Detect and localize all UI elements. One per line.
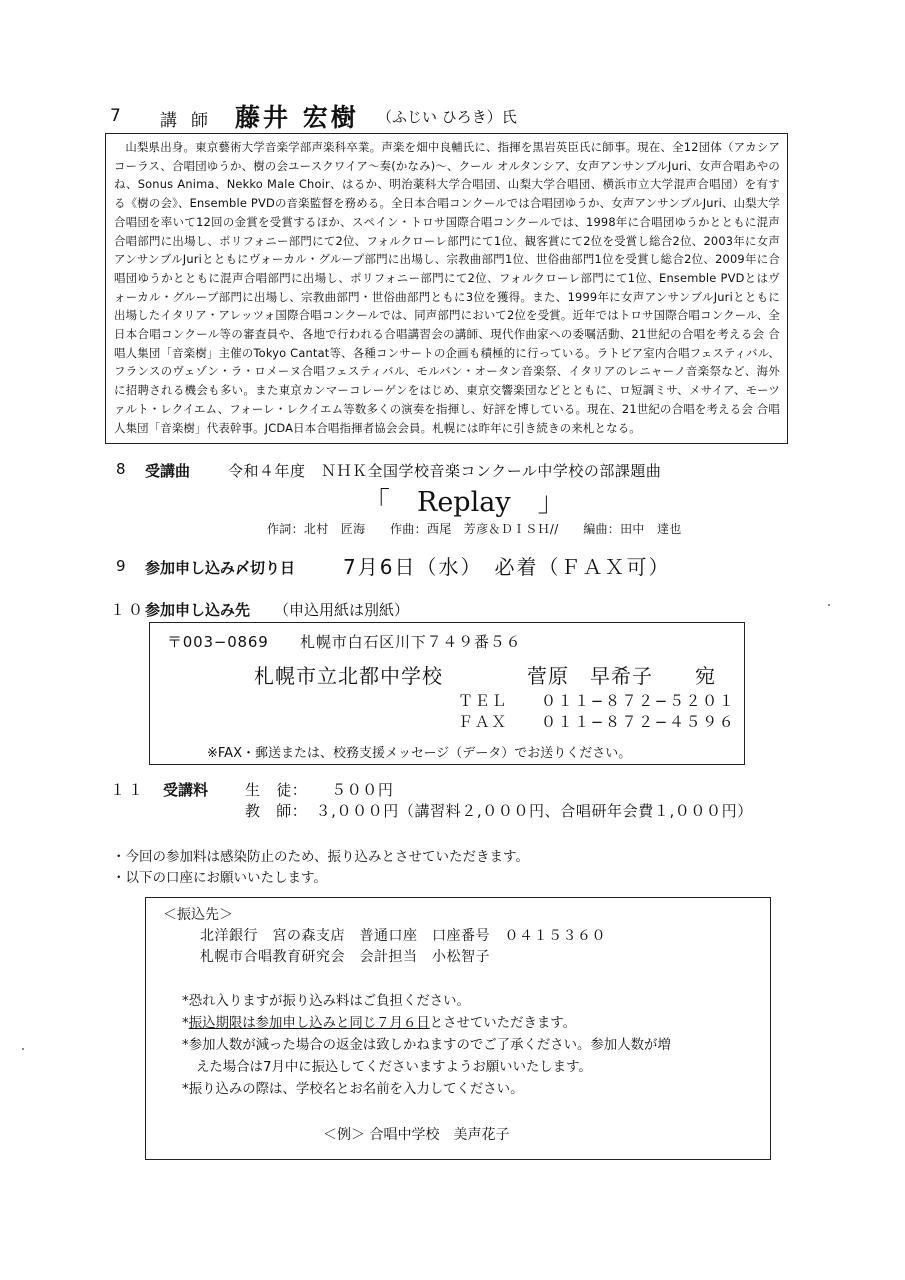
section10-number: １０ (110, 601, 147, 619)
fax-number: ＦＡＸ ０１１−８７２−４５９６ (458, 713, 736, 731)
section7-label: 講師 (160, 111, 222, 131)
transfer-fee-note: *恐れ入りますが振り込み料はご負担ください。 (182, 994, 470, 1009)
postal-address: 〒003−0869 札幌市白石区川下７４９番５６ (167, 633, 522, 651)
transfer-example: ＜例＞ 合唱中学校 美声花子 (323, 1127, 510, 1143)
transfer-name-note: *振り込みの際は、学校名とお名前を入力してください。 (182, 1082, 524, 1097)
section10-note: （申込用紙は別紙） (274, 601, 410, 619)
section9-number: 9 (116, 557, 126, 575)
refund-note-line2: えた場合は7月中に振込してくださいますようお願いいたします。 (196, 1060, 592, 1075)
piece-title: 「 Replay 」 (363, 487, 565, 518)
lecturer-bio-text: 山梨県出身。東京藝術大学音楽学部声楽科卒業。声楽を畑中良輔氏に、指揮を黒岩英臣氏に師事。現在、全12団体（アカシアコーラス、合唱団ゆうか、樹の会ユースクワイア～奏(かなみ)～、クール オルタンシア、女声アンサンブルJuri、女声合唱あやのね、Sonus Anima、Nekko Male Choir、はるか、明治薬科大学合唱団、山梨大学合唱団、横浜市立大学混声合唱団）を有する《樹の会》、Ensemble PVDの音楽監督を務める。全日本合唱コンクールでは合唱団ゆうか、女声アンサンブルJuri、山梨大学合唱団を率いて12回の金賞を受賞するほか、スペイン・トロサ国際合唱コンクールでは、1998年に合唱団ゆうかとともに混声合唱部門に出場し、ポリフォニー部門にて2位、フォルクローレ部門にて1位、観客賞にて2位を受賞し総合2位、2003年に女声アンサンブルJuriとともにヴォーカル・グループ部門に出場し、宗教曲部門1位、世俗曲部門1位を受賞し総合2位、2009年に合唱団ゆうかとともに混声合唱部門に出場し、ポリフォニー部門にて2位、フォルクローレ部門にて1位、Ensemble PVDとはヴォーカル・グループ部門に出場し、宗教曲部門・世俗曲部門ともに3位を獲得。また、1999年に女声アンサンブルJuriとともに出場したイタリア・アレッツォ国際合唱コンクールでは、同声部門において2位を受賞。近年ではトロサ国際合唱コンクール、全日本合唱コンクール等の審査員や、各地で行われる合唱講習会の講師、現代作曲家への委嘱活動、21世紀の合唱を考える会 合唱人集団「音楽樹」主催のTokyo Cantat等、各種コンサートの企画も積極的に行っている。ラトビア室内合唱フェスティバル、フランスのヴェゾン・ラ・ロメーヌ合唱フェスティバル、モルバン・オータン音楽祭、イタリアのレニャーノ音楽祭など、海外に招聘される機会も多い。また東京カンマーコレーゲンをはじめ、東京交響楽団などとともに、ロ短調ミサ、メサイア、モーツァルト・レクイエム、フォーレ・レクイエム等数多くの演奏を指揮し、好評を博している。現在、21世紀の合唱を考える会 合唱人集団「音楽樹」代表幹事。JCDA日本合唱指揮者協会会員。札幌には昨年に引き続きの来札となる。 (114, 140, 780, 435)
deadline-date: 7月6日（水） 必着（ＦＡＸ可） (343, 555, 671, 579)
refund-note-line1: *参加人数が減った場合の返金は致しかねますのでご了承ください。参加人数が増 (182, 1038, 671, 1053)
telephone-number: ＴＥＬ ０１１−８７２−５２０１ (458, 692, 736, 710)
section9-label: 参加申し込み〆切り日 (145, 559, 296, 577)
section10-label: 参加申し込み先 (145, 601, 251, 619)
submission-note: ※FAX・郵送または、校務支援メッセージ（データ）でお送りください。 (207, 746, 632, 761)
section11-number: １１ (110, 781, 147, 799)
deadline-suffix: とさせていただきます。 (429, 1016, 576, 1031)
account-holder: 札幌市合唱教育研究会 会計担当 小松智子 (200, 949, 490, 965)
bank-account: 北洋銀行 宮の森支店 普通口座 口座番号 ０４１５３６０ (200, 928, 606, 944)
payment-note-1: ・今回の参加料は感染防止のため、振り込みとさせていただきます。 (112, 849, 529, 865)
scan-speck (828, 604, 830, 606)
transfer-deadline-note (182, 1012, 576, 1031)
section8-label: 受講曲 (145, 462, 191, 480)
scan-speck (22, 1048, 24, 1050)
section8-number: 8 (116, 460, 126, 478)
piece-credits: 作詞：北村 匠海 作曲：西尾 芳彦＆ＤＩＳＨ// 編曲：田中 達也 (267, 522, 682, 536)
section11-label: 受講料 (163, 781, 209, 799)
deadline-underlined: 振込期限は参加申し込みと同じ７月６日 (188, 1016, 430, 1031)
student-fee: 生 徒： ５００円 (245, 781, 394, 799)
teacher-fee: 教 師： ３,０００円（講習料２,０００円、合唱研年会費１,０００円） (245, 802, 753, 820)
payment-note-2: ・以下の口座にお願いいたします。 (112, 870, 327, 886)
lecturer-name: 藤井 宏樹 (235, 103, 359, 132)
note-marker: * (182, 1016, 189, 1031)
bank-heading: ＜振込先＞ (163, 907, 233, 923)
piece-description: 令和４年度 ＮＨＫ全国学校音楽コンクール中学校の部課題曲 (228, 462, 662, 480)
lecturer-name-kana: （ふじい ひろき）氏 (377, 108, 517, 126)
section7-number: 7 (110, 106, 121, 126)
recipient-school: 札幌市立北都中学校 菅原 早希子 宛 (254, 664, 716, 688)
lecturer-bio-box (105, 133, 788, 444)
